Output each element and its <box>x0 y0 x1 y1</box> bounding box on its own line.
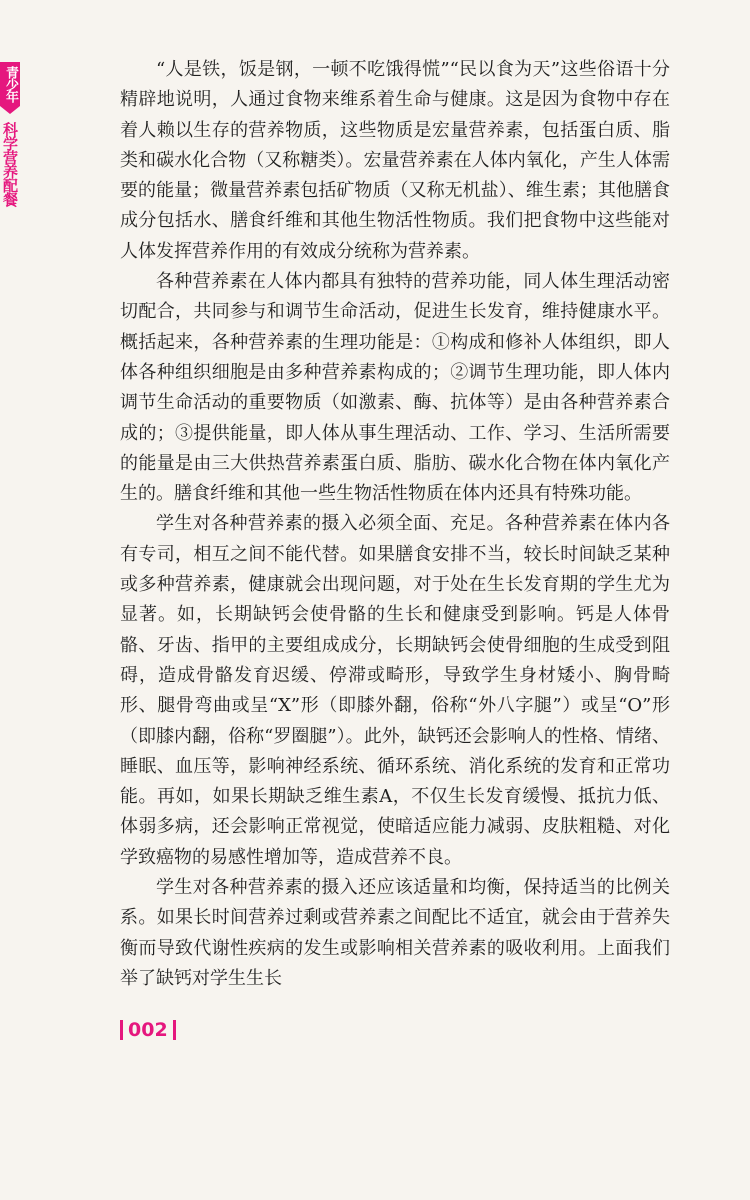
paragraph-4: 学生对各种营养素的摄入还应该适量和均衡，保持适当的比例关系。如果长时间营养过剩或营养素之间配比不适宜，就会由于营养失衡而导致代谢性疾病的发生或影响相关营养素的吸收利用。上面我们举了缺钙对学生生长 <box>120 877 670 989</box>
page-number-text: 002 <box>128 1019 168 1041</box>
page-number-left-bar <box>120 1020 123 1040</box>
paragraph-1: “人是铁，饭是钢，一顿不吃饿得慌”“民以食为天”这些俗语十分精辟地说明，人通过食物来维系着生命与健康。这是因为食物中存在着人赖以生存的营养物质，这些物质是宏量营养素，包括蛋白质、脂类和碳水化合物（又称糖类）。宏量营养素在人体内氧化，产生人体需要的能量；微量营养素包括矿物质（又称无机盐）、维生素；其他膳食成分包括水、膳食纤维和其他生物活性物质。我们把食物中这些能对人体发挥营养作用的有效成分统称为营养素。 <box>120 59 670 262</box>
paragraph-2: 各种营养素在人体内都具有独特的营养功能，同人体生理活动密切配合，共同参与和调节生命活动，促进生长发育，维持健康水平。概括起来，各种营养素的生理功能是：①构成和修补人体组织，即人体各种组织细胞是由多种营养素构成的；②调节生理功能，即人体内调节生命活动的重要物质（如激素、酶、抗体等）是由各种营养素合成的；③提供能量，即人体从事生理活动、工作、学习、生活所需要的能量是由三大供热营养素蛋白质、脂肪、碳水化合物在体内氧化产生的。膳食纤维和其他一些生物活性物质在体内还具有特殊功能。 <box>120 271 670 505</box>
tab-arrow-icon <box>0 106 20 114</box>
page-number <box>120 1019 176 1041</box>
side-tab <box>0 62 20 206</box>
series-label: 青少年 <box>0 62 20 106</box>
page-number-right-bar <box>173 1020 176 1040</box>
paragraph-3: 学生对各种营养素的摄入必须全面、充足。各种营养素在体内各有专司，相互之间不能代替。如果膳食安排不当，较长时间缺乏某种或多种营养素，健康就会出现问题，对于处在生长发育期的学生尤为显著。如，长期缺钙会使骨骼的生长和健康受到影响。钙是人体骨骼、牙齿、指甲的主要组成成分，长期缺钙会使骨细胞的生成受到阻碍，造成骨骼发育迟缓、停滞或畸形，导致学生身材矮小、胸骨畸形、腿骨弯曲或呈“X”形（即膝外翻，俗称“外八字腿”）或呈“O”形（即膝内翻，俗称“罗圈腿”）。此外，缺钙还会影响人的性格、情绪、睡眠、血压等，影响神经系统、循环系统、消化系统的发育和正常功能。再如，如果长期缺乏维生素A，不仅生长发育缓慢、抵抗力低、体弱多病，还会影响正常视觉，使暗适应能力减弱、皮肤粗糙、对化学致癌物的易感性增加等，造成营养不良。 <box>120 513 670 868</box>
body-text <box>120 55 670 994</box>
book-title: 科学营养配餐 <box>1 122 19 206</box>
